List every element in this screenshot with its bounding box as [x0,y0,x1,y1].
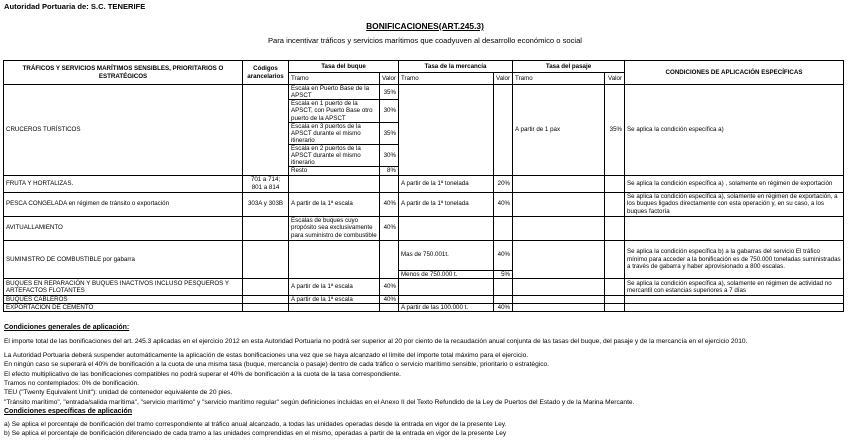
general-note: El importe total de las bonificaciones del art. 245.3 aplicadas en el ejercicio 2012 en esta Autoridad Portuaria no podrá ser superior al 20 por ciento de la recaudación anual conjunta de las tasas del buque, del pasaje y de la mercancía en el ejercicio 2010. [4,338,748,346]
pax-tramo: A partir de 1 pax [513,85,605,176]
specific-note: b) Se aplica el porcentaje de bonificación diferenciado de cada tramo a las unidades comprendidas en el mismo, operadas a partir de la entrada en vigor de la presente Ley [4,430,507,438]
cargo-valor: 5% [494,270,513,278]
cargo-tramo: Menos de 750.000 t. [399,270,494,278]
codes-fruta: 701 a 714; 801 a 814 [243,175,289,192]
bonus-table [3,60,844,312]
conditions-cruceros: Se aplica la condición específica a) [625,85,844,176]
ship-valor: 8% [380,167,399,175]
ship-valor: 40% [380,295,399,303]
ship-tramo: Resto [289,167,380,175]
cargo-valor: 40% [494,303,513,311]
header-ship-valor: Valor [380,73,399,85]
table-row [4,303,844,311]
ship-tramo: Escalas de buques cuyo propósito sea exclusivamente para suministro de combustible [289,216,380,240]
ship-valor: 30% [380,100,399,122]
header-conditions: CONDICIONES DE APLICACIÓN ESPECÍFICAS [625,61,844,85]
general-note: En ningún caso se superará el 40% de bonificación a la cuota de una misma tasa (buque, mercancía o pasaje) dentro de cada tráfico o servicio marítimo sensible, prioritario o estratégico. [4,361,550,369]
general-note: "Tránsito marítimo", "entrada/salida marítima", "servicio marítimo" y "servicio marítimo regular" según definiciones incluidas en el Anexo II del Texto Refundido de la Ley de Puertos del Estado y de la Marina Mercante. [4,398,635,406]
header-pax-valor: Valor [605,73,625,85]
cargo-tramo: Mas de 750.001t. [399,240,494,270]
header-passenger: Tasa del pasaje [513,61,625,73]
header-cargo-tramo: Tramo [399,73,494,85]
header-ship-tramo: Tramo [289,73,380,85]
ship-tramo: Escala en Puerto Base de la APSCT [289,85,380,100]
header-cargo-valor: Valor [494,73,513,85]
codes-pesca: 303A y 303B [243,192,289,216]
conditions-pesca: Se aplica la condición específica a), solamente en régimen de exportación, a los buques ligados directamente con esta operación y, en su caso, a los buques factoría [625,192,844,216]
row-label-reparacion: BUQUES EN REPARACIÓN Y BUQUES INACTIVOS INCLUSO PESQUEROS Y ARTEFACTOS FLOTANTES [4,278,243,295]
cargo-valor: 40% [494,240,513,270]
general-conditions-heading: Condiciones generales de aplicación: [4,324,130,331]
general-note: TEU ("Twenty Equivalent Unit"): unidad de contenedor equivalente de 20 pies. [4,389,233,397]
ship-valor: 40% [380,216,399,240]
general-note: La Autoridad Portuaria deberá suspender automáticamente la aplicación de estas bonificaciones una vez que se haya alcanzado el límite del importe total máximo para el ejercicio. [4,351,529,359]
row-label-fruta: FRUTA Y HORTALIZAS. [4,175,243,192]
authority-header: Autoridad Portuaria de: S.C. TENERIFE [4,2,146,11]
general-note: El efecto multiplicativo de las bonificaciones compatibles no podrá superar el 40% de bonificación a la cuota de la tasa correspondiente. [4,370,401,378]
table-row [4,175,844,192]
specific-conditions-heading: Condiciones específicas de aplicación [4,408,132,416]
conditions-fruta: Se aplica la condición específica a) , solamente en régimen de exportación [625,175,844,192]
table-row [4,85,844,100]
pax-valor: 35% [605,85,625,176]
ship-tramo: Escala en 3 puertos de la APSCT durante el mismo itinerario [289,122,380,144]
header-cargo: Tasa de la mercancía [399,61,513,73]
table-row [4,240,844,270]
ship-valor: 30% [380,145,399,167]
ship-tramo: A partir de la 1ª escala [289,192,380,216]
ship-tramo: A partir de la 1ª escala [289,278,380,295]
specific-note: a) Se aplica el porcentaje de bonificación del tramo correspondiente al tráfico anual alcanzado, a todas las unidades operadas desde la entrada en vigor de la presente Ley. [4,420,507,428]
cargo-tramo: A partir de las 100.000 t. [399,303,494,311]
conditions-combustible: Se aplica la condición específica b) a la gabarras del servicio El tráfico mínimo para acceder a la bonificación es de 750.000 toneladas suministradas a través de gabarra y haber aprovisionado a 800 escalas. [625,240,844,278]
header-ship: Tasa del buque [289,61,399,73]
conditions-reparacion: Se aplica la condición específica a), solamente en régimen de actividad no mercantil con estancias superiores a 7 días [625,278,844,295]
ship-valor: 40% [380,192,399,216]
row-label-cruceros: CRUCEROS TURÍSTICOS [4,85,243,176]
row-label-avituallamiento: AVITUALLAMIENTO [4,216,243,240]
cargo-valor: 20% [494,175,513,192]
table-row [4,295,844,303]
cargo-valor: 40% [494,192,513,216]
ship-tramo: A partir de la 1ª escala [289,295,380,303]
document-title: BONIFICACIONES(ART.245.3) [366,21,484,31]
table-row [4,278,844,295]
table-row [4,192,844,216]
header-traffic: TRÁFICOS Y SERVICIOS MARÍTIMOS SENSIBLES, PRIORITARIOS O ESTRATÉGICOS [4,61,243,85]
header-codes: Códigos arancelarios [243,61,289,85]
row-label-pesca: PESCA CONGELADA en régimen de tránsito o exportación [4,192,243,216]
row-label-combustible: SUMINISTRO DE COMBUSTIBLE por gabarra [4,240,243,278]
table-row [4,216,844,240]
cargo-tramo: A partir de la 1ª tonelada [399,192,494,216]
general-note: Tramos no contemplados: 0% de bonificación. [4,380,140,388]
ship-valor: 35% [380,85,399,100]
ship-tramo: Escala en 2 puertos de la APSCT durante el mismo itinerario [289,145,380,167]
row-label-cableros: BUQUES CABLEROS [4,295,243,303]
header-pax-tramo: Tramo [513,73,605,85]
ship-tramo: Escala en 1 puerto de la APSCT, con Puerto Base otro puerto de la APSCT [289,100,380,122]
ship-valor: 35% [380,122,399,144]
ship-valor: 40% [380,278,399,295]
document-subtitle: Para incentivar tráficos y servicios marítimos que coadyuven al desarrollo económico o social [267,36,582,45]
notes-section [4,323,846,438]
row-label-cemento: EXPORTACIÓN DE CEMENTO [4,303,243,311]
cargo-tramo: A partir de la 1ª tonelada [399,175,494,192]
